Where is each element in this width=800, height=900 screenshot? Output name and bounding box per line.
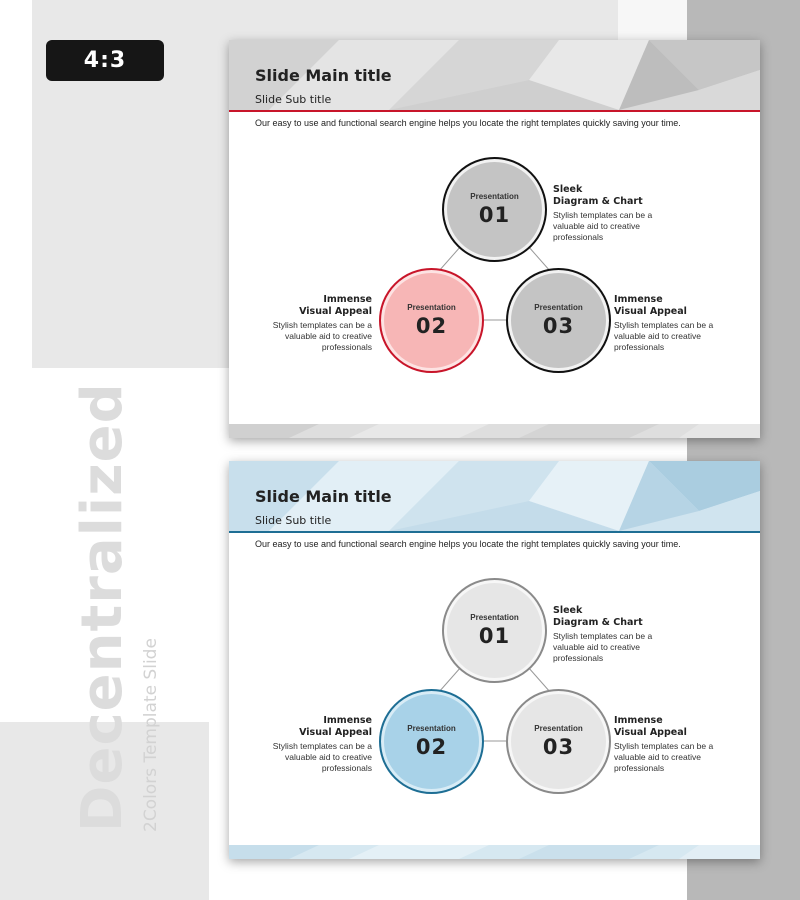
node-label: Presentation bbox=[407, 303, 456, 312]
node-label: Presentation bbox=[534, 303, 583, 312]
info-text: Stylish templates can be a valuable aid to creative professionals bbox=[614, 741, 714, 773]
slide-description: Our easy to use and functional search engine helps you locate the right templates quickly saving your time. bbox=[255, 539, 681, 549]
background-panel bbox=[618, 0, 687, 40]
info-block-02 bbox=[241, 715, 372, 774]
product-subtitle: 2Colors Template Slide bbox=[141, 638, 161, 832]
slide-footer bbox=[229, 424, 760, 438]
info-text: Stylish templates can be a valuable aid to creative professionals bbox=[553, 631, 653, 663]
info-text: Stylish templates can be a valuable aid to creative professionals bbox=[272, 320, 372, 352]
info-title: Visual Appeal bbox=[614, 727, 687, 738]
node-number: 02 bbox=[415, 735, 448, 759]
slide-preview-blue[interactable] bbox=[229, 461, 760, 859]
node-label: Presentation bbox=[407, 724, 456, 733]
info-block-03 bbox=[614, 715, 734, 774]
info-text: Stylish templates can be a valuable aid to creative professionals bbox=[553, 210, 653, 242]
diagram-node-01 bbox=[442, 157, 547, 262]
slide-footer bbox=[229, 845, 760, 859]
diagram-node-02-highlighted bbox=[379, 689, 484, 794]
info-title: Sleek bbox=[553, 184, 583, 195]
info-block-01 bbox=[553, 184, 673, 243]
aspect-ratio-badge: 4:3 bbox=[46, 40, 164, 81]
info-title: Visual Appeal bbox=[614, 306, 687, 317]
node-number: 01 bbox=[478, 624, 511, 648]
info-title: Diagram & Chart bbox=[553, 196, 643, 207]
footer-polygon-pattern bbox=[229, 424, 760, 438]
slide-description: Our easy to use and functional search engine helps you locate the right templates quickly saving your time. bbox=[255, 118, 681, 128]
info-block-02 bbox=[241, 294, 372, 353]
info-text: Stylish templates can be a valuable aid to creative professionals bbox=[614, 320, 714, 352]
node-label: Presentation bbox=[534, 724, 583, 733]
node-number: 02 bbox=[415, 314, 448, 338]
info-block-03 bbox=[614, 294, 734, 353]
info-title: Visual Appeal bbox=[299, 306, 372, 317]
info-title: Immense bbox=[614, 294, 663, 305]
info-title: Immense bbox=[323, 715, 372, 726]
slide-sub-title: Slide Sub title bbox=[255, 514, 332, 527]
node-label: Presentation bbox=[470, 192, 519, 201]
slide-preview-red[interactable] bbox=[229, 40, 760, 438]
slide-sub-title: Slide Sub title bbox=[255, 93, 332, 106]
info-block-01 bbox=[553, 605, 673, 664]
slide-main-title: Slide Main title bbox=[255, 487, 392, 506]
node-number: 03 bbox=[542, 314, 575, 338]
info-text: Stylish templates can be a valuable aid to creative professionals bbox=[272, 741, 372, 773]
slide-main-title: Slide Main title bbox=[255, 66, 392, 85]
node-label: Presentation bbox=[470, 613, 519, 622]
info-title: Diagram & Chart bbox=[553, 617, 643, 628]
node-number: 01 bbox=[478, 203, 511, 227]
info-title: Immense bbox=[614, 715, 663, 726]
info-title: Sleek bbox=[553, 605, 583, 616]
info-title: Visual Appeal bbox=[299, 727, 372, 738]
diagram-node-02-highlighted bbox=[379, 268, 484, 373]
info-title: Immense bbox=[323, 294, 372, 305]
footer-polygon-pattern bbox=[229, 845, 760, 859]
product-title: Decentralized bbox=[70, 382, 135, 832]
diagram-node-03 bbox=[506, 268, 611, 373]
diagram-node-03 bbox=[506, 689, 611, 794]
node-number: 03 bbox=[542, 735, 575, 759]
diagram-node-01 bbox=[442, 578, 547, 683]
